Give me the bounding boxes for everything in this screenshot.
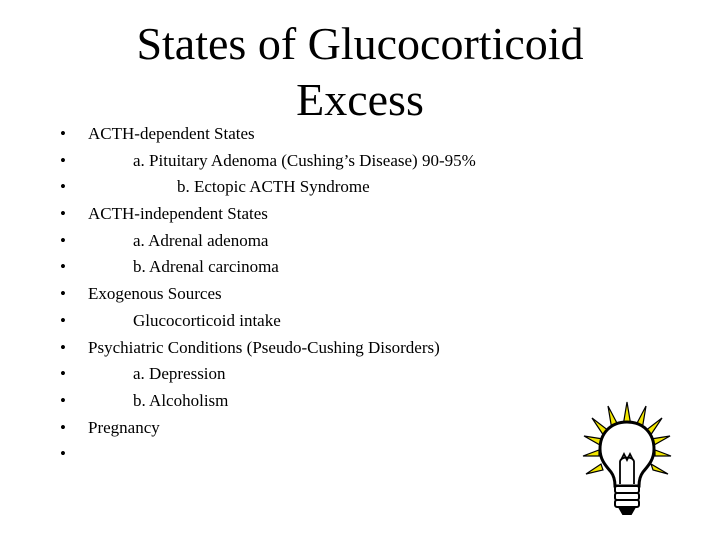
list-item: • Exogenous Sources [56,281,616,308]
bulb-glass [600,422,654,486]
bullet-icon: • [60,150,66,170]
bullet-icon: • [60,444,66,464]
list-item [56,441,616,468]
bullet-icon: • [60,310,66,330]
list-item: • ACTH-dependent States [56,121,616,148]
list-item: • ACTH-independent States [56,201,616,228]
list-item: • b. Adrenal carcinoma [56,254,616,281]
bullet-icon: • [60,257,66,277]
slide-title: States of Glucocorticoid Excess [136,18,584,125]
bullet-icon: • [60,284,66,304]
list-item: • Pregnancy [56,415,616,442]
bullet-icon: • [60,177,66,197]
bullet-list [56,121,616,468]
bullet-icon: • [60,204,66,224]
bullet-icon: • [60,417,66,437]
list-item: • Psychiatric Conditions (Pseudo-Cushing Disorders) [56,335,616,362]
bullet-icon: • [60,337,66,357]
bullet-icon: • [60,364,66,384]
light-bulb-icon [582,400,672,518]
list-item: • a. Adrenal adenoma [56,228,616,255]
bulb-base [615,486,639,514]
list-item: • b. Alcoholism [56,388,616,415]
bullet-icon: • [60,124,66,143]
list-item: • a. Depression [56,361,616,388]
bullet-icon: • [60,230,66,250]
list-item: • a. Pituitary Adenoma (Cushing’s Disease) 90-95% [56,148,616,175]
list-item: • Glucocorticoid intake [56,308,616,335]
list-item: • b. Ectopic ACTH Syndrome [56,174,616,201]
bullet-icon: • [60,390,66,410]
